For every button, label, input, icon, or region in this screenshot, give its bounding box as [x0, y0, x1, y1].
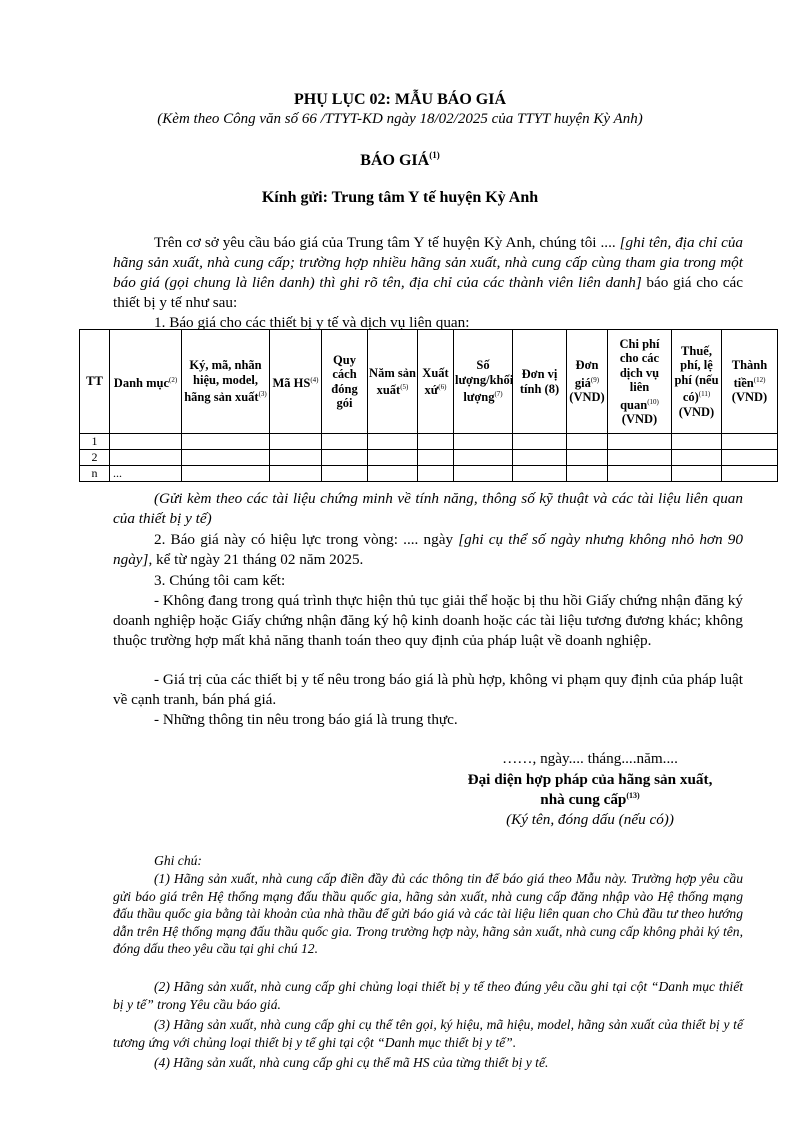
- col-header-nam-san-xuat: Năm sản xuất$^{(5)}$: [368, 330, 418, 434]
- commitment-item-3: - Những thông tin nêu trong báo giá là trung thực.: [154, 711, 458, 728]
- col-header-tt: TT: [80, 330, 110, 434]
- section2-text-italic: [ghi cụ thể số ngày nhưng không nhỏ hơn 90 ngày]: [113, 531, 743, 568]
- row-danh-muc: ...: [110, 466, 182, 482]
- signature-representative-2: nhà cung cấp$^{(13)}$: [540, 791, 640, 808]
- document-title-footnote: (1): [429, 150, 440, 160]
- table-row: [80, 434, 778, 450]
- section2-text-1: 2. Báo giá này có hiệu lực trong vòng: .... ngày: [154, 531, 459, 548]
- table-note: (Gửi kèm theo các tài liệu chứng minh về tính năng, thông số kỹ thuật và các tài liệu liên quan của thiết bị y tế): [113, 490, 743, 527]
- attachment-note: (Kèm theo Công văn số 66 /TTYT-KD ngày 18/02/2025 của TTYT huyện Kỳ Anh): [157, 111, 643, 127]
- table-header-row: [80, 330, 778, 434]
- row-tt: 2: [80, 450, 110, 466]
- note-item-3: (3) Hãng sản xuất, nhà cung cấp ghi cụ thể tên gọi, ký hiệu, mã hiệu, model, hãng sản xuất của thiết bị y tế tương ứng với chủng loại thiết bị y tế ghi tại cột “Danh mục thiết bị y tế”.: [113, 1017, 743, 1050]
- quote-table: [79, 329, 778, 482]
- col-header-don-vi-tinh: Đơn vị tính (8): [513, 330, 567, 434]
- note-item-4: (4) Hãng sản xuất, nhà cung cấp ghi cụ thể mã HS của từng thiết bị y tế.: [154, 1055, 549, 1070]
- col-header-ma-hs: Mã HS$^{(4)}$: [270, 330, 322, 434]
- commitment-item-2: - Giá trị của các thiết bị y tế nêu trong báo giá là phù hợp, không vi phạm quy định của pháp luật về cạnh tranh, bán phá giá.: [113, 671, 743, 708]
- intro-text-3: báo giá cho các thiết bị y tế như sau:: [113, 274, 743, 311]
- col-header-chi-phi-dich-vu: Chi phí cho các dịch vụ liên quan$^{(10)}$ (VND): [608, 330, 672, 434]
- document-title: [0, 150, 800, 170]
- row-danh-muc: [110, 450, 182, 466]
- table-row: [80, 466, 778, 482]
- document-title-text: BÁO GIÁ: [360, 152, 430, 169]
- col-header-don-gia: Đơn giá$^{(9)}$ (VND): [567, 330, 608, 434]
- row-tt: 1: [80, 434, 110, 450]
- col-header-xuat-xu: Xuất xứ$^{(6)}$: [418, 330, 454, 434]
- recipient-line: Kính gửi: Trung tâm Y tế huyện Kỳ Anh: [261, 189, 539, 206]
- section3-heading: 3. Chúng tôi cam kết:: [154, 572, 286, 589]
- col-header-danh-muc: Danh mục$^{(2)}$: [110, 330, 182, 434]
- row-danh-muc: [110, 434, 182, 450]
- intro-paragraph: [113, 233, 743, 313]
- col-header-so-luong: Số lượng/khối lượng$^{(7)}$: [454, 330, 513, 434]
- col-header-thue-phi: Thuế, phí, lệ phí (nếu có)$^{(11)}$ (VND): [672, 330, 722, 434]
- signature-date-line: ……, ngày.... tháng....năm....: [502, 750, 678, 767]
- section2-text-3: , kể từ ngày 21 tháng 02 năm 2025.: [148, 551, 364, 568]
- appendix-title: PHỤ LỤC 02: MẪU BÁO GIÁ: [294, 91, 506, 108]
- note-item-1: (1) Hãng sản xuất, nhà cung cấp điền đầy đủ các thông tin để báo giá theo Mẫu này. Trường hợp yêu cầu gửi báo giá trên Hệ thống mạng đấu thầu quốc gia, hãng sản xuất, nhà cung cấp đăng nhập vào Hệ thống mạng đấu thầu quốc gia bằng tài khoản của nhà thầu để gửi báo giá và các tài liệu liên quan cho Chủ đầu tư theo hướng dẫn trên Hệ thống mạng đấu thầu quốc gia. Trong trường hợp này, hãng sản xuất, nhà cung cấp không phải ký tên, đóng dấu theo yêu cầu tại ghi chú 12.: [113, 871, 743, 957]
- section2-paragraph: [113, 530, 743, 570]
- col-header-quy-cach: Quy cách đóng gói: [322, 330, 368, 434]
- commitment-item-1: - Không đang trong quá trình thực hiện thủ tục giải thể hoặc bị thu hồi Giấy chứng nhận đăng ký doanh nghiệp hoặc Giấy chứng nhận đăng ký hộ kinh doanh hoặc các tài liệu tương đương khác; không thuộc trường hợp mất khả năng thanh toán theo quy định của pháp luật về doanh nghiệp.: [113, 592, 743, 649]
- notes-heading: Ghi chú:: [154, 853, 202, 868]
- row-tt: n: [80, 466, 110, 482]
- intro-text-italic: [ghi tên, địa chỉ của hãng sản xuất, nhà cung cấp; trường hợp nhiều hãng sản xuất, nhà cung cấp cùng tham gia trong một báo giá (gọi chung là liên danh) thì ghi rõ tên, địa chỉ của các thành viên liên danh]: [113, 234, 744, 291]
- col-header-thanh-tien: Thành tiền$^{(12)}$ (VND): [722, 330, 778, 434]
- intro-text-1: Trên cơ sở yêu cầu báo giá của Trung tâm Y tế huyện Kỳ Anh, chúng tôi ....: [154, 234, 620, 251]
- table-row: [80, 450, 778, 466]
- signature-note: (Ký tên, đóng dấu (nếu có)): [506, 811, 674, 828]
- section1-heading: 1. Báo giá cho các thiết bị y tế và dịch vụ liên quan:: [154, 314, 470, 331]
- signature-representative: Đại diện hợp pháp của hãng sản xuất,: [467, 771, 713, 788]
- note-item-2: (2) Hãng sản xuất, nhà cung cấp ghi chủng loại thiết bị y tế theo đúng yêu cầu ghi tại cột “Danh mục thiết bị y tế” trong Yêu cầu báo giá.: [113, 979, 743, 1012]
- col-header-ky-ma: Ký, mã, nhãn hiệu, model, hãng sản xuất$^{(3)}$: [182, 330, 270, 434]
